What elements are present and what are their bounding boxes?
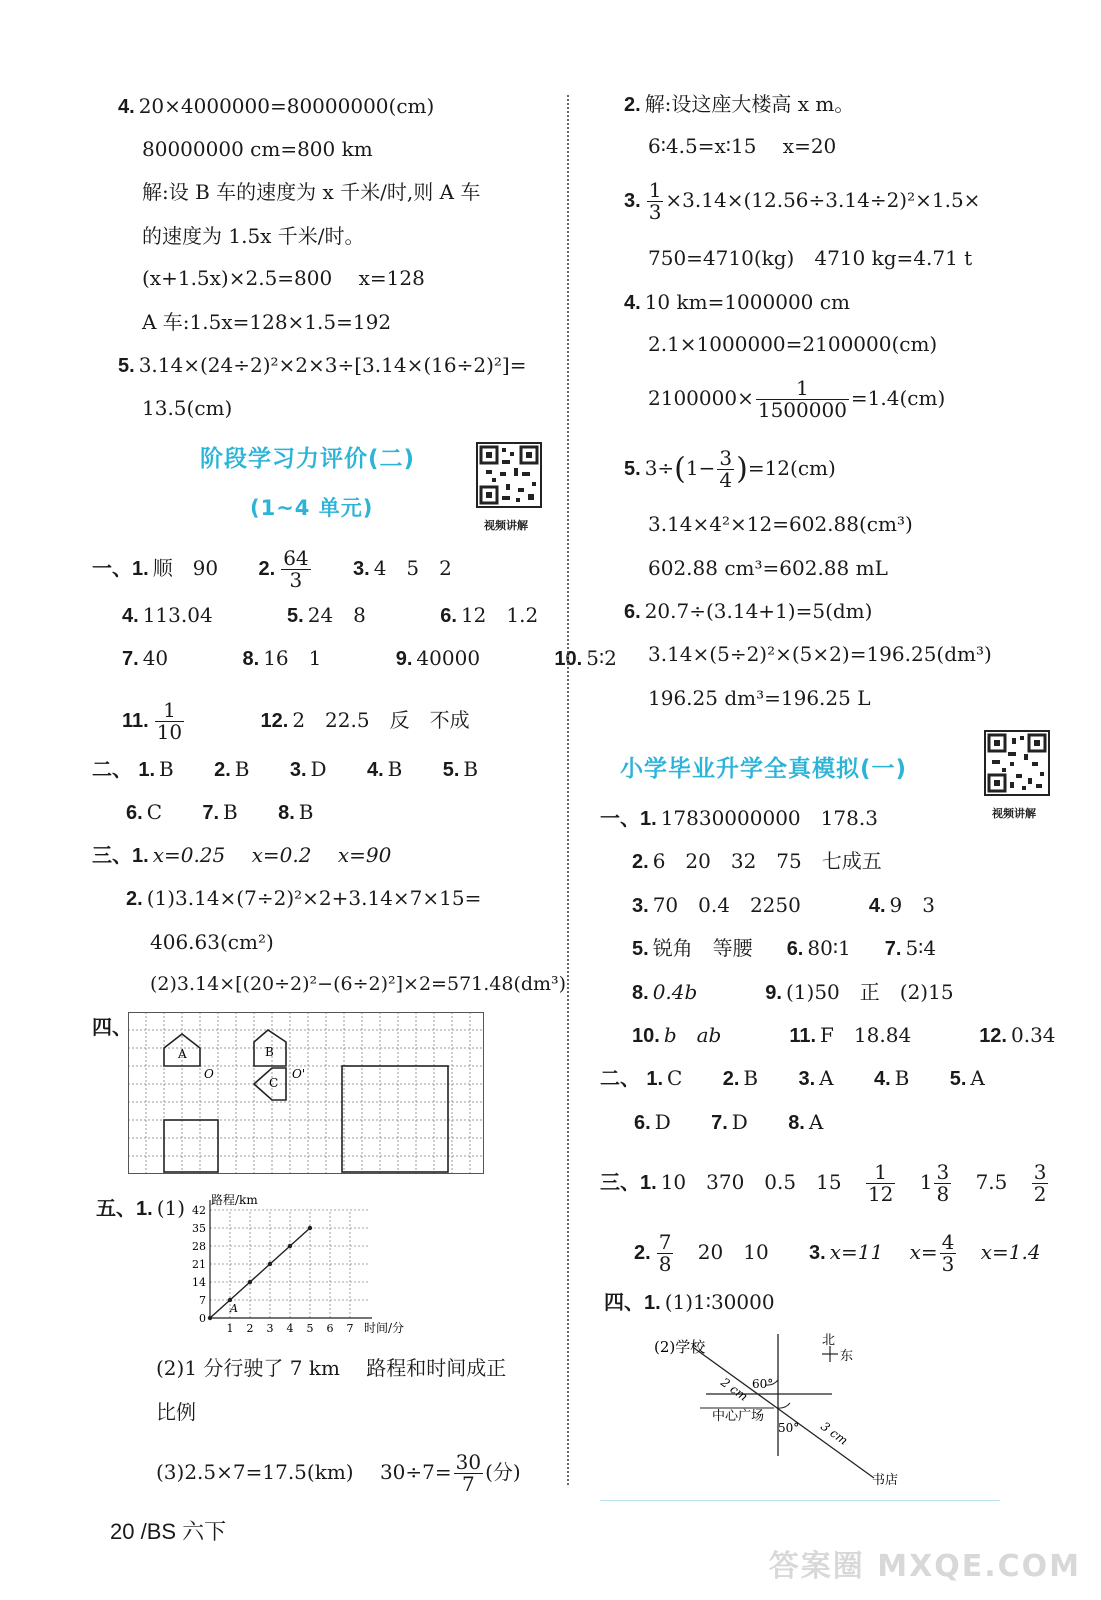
- chart-y-tick-label: 14: [192, 1276, 206, 1289]
- chart-x-tick-label: 3: [266, 1322, 274, 1335]
- left-q4-line6: A 车:1.5x=128×1.5=192: [142, 310, 392, 334]
- left-p5-row2: (2)1 分行驶了 7 km 路程和时间成正: [156, 1356, 507, 1380]
- left-q4-line5: (x+1.5x)×2.5=800 x=128: [142, 266, 425, 290]
- right-p1-row5: 8. 0.4b 9. (1)50 正 (2)15: [632, 980, 954, 1004]
- section-title-mock1: 小学毕业升学全真模拟(一): [620, 756, 908, 782]
- left-q4-line1: 4. 20×4000000=80000000(cm): [118, 94, 435, 118]
- fraction-1-10: $\frac{1}{10}$: [156, 698, 183, 744]
- compass-icon: [822, 1346, 838, 1362]
- qr-pattern-icon: [478, 444, 540, 506]
- map-dist-2cm: 2 cm: [718, 1375, 751, 1404]
- left-p3-row4: (2)3.14×[(20÷2)²−(6÷2)²]×2=571.48(dm³): [150, 973, 567, 995]
- grid-label-c: C: [269, 1076, 279, 1090]
- left-p3-row2: 2. (1)3.14×(7÷2)²×2+3.14×7×15=: [126, 886, 482, 910]
- right-p3-row1: 三、1. 10 370 0.5 15 $\frac{1}{12}$ 1 $\frac{3}{8}$ 7.5 $\frac{3}{2}$: [600, 1160, 1047, 1206]
- left-p2-row2: 6. C 7. B 8. B: [126, 800, 314, 824]
- right-p3-row2: 2. $\frac{7}{8}$ 20 10 3. x=11 x= $\frac{4}{3}$ x=1.4: [634, 1230, 1041, 1276]
- chart-y-tick-label: 7: [199, 1294, 206, 1307]
- right-q5-line1: 5. 3÷(1− $\frac{3}{4}$ )=12(cm): [624, 446, 836, 492]
- qr-pattern-icon: [986, 732, 1048, 794]
- right-p1-row2: 2. 6 20 32 75 七成五: [632, 849, 882, 873]
- right-q4-line1: 4. 10 km=1000000 cm: [624, 290, 850, 314]
- direction-map: [650, 1330, 920, 1490]
- chart-data-point: [288, 1244, 292, 1248]
- chart-data-point: [268, 1262, 272, 1266]
- left-p1-row2: 4. 113.04 5. 24 8 6. 12 1.2: [122, 603, 539, 627]
- qr-label-stage2: 视频讲解: [484, 519, 528, 532]
- right-p1-row1: 一、1. 17830000000 178.3: [600, 806, 878, 830]
- page-footer: 20 /BS 六下: [110, 1519, 227, 1544]
- left-p1-row1: 一、1. 顺 90 2. $\frac{64}{3}$ 3. 4 5 2: [92, 546, 452, 592]
- right-q5-line2: 3.14×4²×12=602.88(cm³): [648, 512, 913, 536]
- right-q4-line2: 2.1×1000000=2100000(cm): [648, 332, 938, 356]
- right-q5-line3: 602.88 cm³=602.88 mL: [648, 556, 888, 580]
- chart-y-tick-label: 35: [192, 1222, 206, 1235]
- map-east-label: 东: [840, 1349, 854, 1364]
- right-q2-line1: 2. 解:设这座大楼高 x m。: [624, 92, 855, 116]
- left-q4-line2: 80000000 cm=800 km: [142, 137, 373, 161]
- right-p1-row4: 5. 锐角 等腰 6. 80∶1 7. 5∶4: [632, 936, 937, 960]
- transformation-grid: [128, 1012, 488, 1176]
- chart-data-point: [308, 1226, 312, 1230]
- left-p2-row1: 二、 1. B 2. B 3. D 4. B 5. B: [92, 757, 479, 781]
- right-p2-row2: 6. D 7. D 8. A: [634, 1110, 824, 1134]
- fraction-64-3: $\frac{64}{3}$: [283, 546, 309, 592]
- column-divider: [567, 95, 569, 1485]
- chart-x-tick-label: 2: [246, 1322, 254, 1335]
- chart-data-point: [208, 1316, 212, 1320]
- chart-y-tick-label: 28: [192, 1240, 206, 1253]
- fraction-1-3-8: $\frac{3}{8}$: [936, 1160, 950, 1206]
- left-q4-line4: 的速度为 1.5x 千米/时。: [142, 224, 365, 248]
- right-p2-row1: 二、 1. C 2. B 3. A 4. B 5. A: [600, 1066, 985, 1090]
- chart-point-label-a: A: [230, 1302, 238, 1315]
- right-q6-line3: 196.25 dm³=196.25 L: [648, 686, 871, 710]
- left-p5-label: 五、1. (1): [96, 1196, 186, 1220]
- chart-data-point: [248, 1280, 252, 1284]
- square-small: [164, 1120, 218, 1172]
- chart-series-line: [210, 1228, 310, 1318]
- map-center-label: 中心广场: [712, 1409, 765, 1424]
- chart-x-tick-label: 1: [226, 1322, 234, 1335]
- right-p4-row1: 四、1. (1)1∶30000: [604, 1290, 775, 1314]
- left-p3-row1: 三、1. x=0.25 x=0.2 x=90: [92, 843, 392, 867]
- map-angle-60: 60°: [752, 1377, 774, 1391]
- footer-rule: [600, 1500, 1000, 1501]
- qr-code-mock1[interactable]: [984, 730, 1050, 796]
- chart-y-label: 路程/km: [211, 1193, 258, 1207]
- right-q6-line1: 6. 20.7÷(3.14+1)=5(dm): [624, 599, 873, 623]
- qr-code-stage2[interactable]: [476, 442, 542, 508]
- right-p1-row3: 3. 70 0.4 2250 4. 9 3: [632, 893, 935, 917]
- left-p3-row3: 406.63(cm²): [150, 930, 274, 954]
- fraction-3-4: $\frac{3}{4}$: [719, 446, 733, 492]
- chart-x-tick-label: 4: [286, 1322, 294, 1335]
- distance-time-chart: [180, 1192, 440, 1340]
- chart-y-tick-label: 42: [192, 1204, 206, 1217]
- fraction-30-7: $\frac{30}{7}$: [455, 1450, 482, 1496]
- watermark: 答案圈 MXQE.COM: [768, 1549, 1081, 1584]
- fraction-1-1500000: $\frac{1}{1500000}$: [757, 376, 847, 422]
- fraction-1-3: $\frac{1}{3}$: [648, 178, 662, 224]
- chart-x-tick-label: 5: [306, 1322, 314, 1335]
- grid-label-b: B: [265, 1045, 274, 1059]
- section-title-stage2: 阶段学习力评价(二): [200, 446, 416, 472]
- left-p5-row3: 比例: [156, 1400, 196, 1424]
- qr-label-mock1: 视频讲解: [992, 807, 1036, 820]
- left-p4-label: 四、: [92, 1015, 132, 1039]
- left-q5-line1: 5. 3.14×(24÷2)²×2×3÷[3.14×(16÷2)²]=: [118, 353, 527, 377]
- chart-y-tick-label: 0: [199, 1312, 206, 1325]
- left-p5-row4: (3)2.5×7=17.5(km) 30÷7= $\frac{30}{7}$ (分): [156, 1450, 521, 1496]
- map-dist-3cm: 3 cm: [818, 1419, 851, 1448]
- fraction-3-2: $\frac{3}{2}$: [1033, 1160, 1047, 1206]
- grid-label-a: A: [178, 1047, 187, 1061]
- right-q2-line2: 6∶4.5=x∶15 x=20: [648, 134, 837, 158]
- fraction-7-8: $\frac{7}{8}$: [658, 1230, 672, 1276]
- right-q4-line3: 2100000× $\frac{1}{1500000}$ =1.4(cm): [648, 376, 946, 422]
- map-shop-label: 书店: [872, 1473, 899, 1488]
- grid-label-o: O: [204, 1067, 214, 1081]
- chart-y-tick-label: 21: [192, 1258, 206, 1271]
- right-q6-line2: 3.14×(5÷2)²×(5×2)=196.25(dm³): [648, 642, 992, 666]
- right-p1-row6: 10. b ab 11. F 18.84 12. 0.34: [632, 1023, 1056, 1047]
- left-q5-line2: 13.5(cm): [142, 396, 233, 420]
- grid-label-o-prime: O': [292, 1067, 306, 1081]
- map-north-label: 北: [822, 1333, 836, 1348]
- chart-x-tick-label: 7: [346, 1322, 354, 1335]
- map-angle-50: 50°: [778, 1421, 800, 1435]
- left-p1-row3: 7. 40 8. 16 1 9. 40000 10. 5∶2: [122, 646, 617, 670]
- angle-arc-50: [778, 1403, 790, 1408]
- chart-x-tick-label: 6: [326, 1322, 334, 1335]
- fraction-4-3: $\frac{4}{3}$: [941, 1230, 955, 1276]
- section-subtitle-stage2: (1~4 单元): [250, 496, 374, 520]
- chart-x-label: 时间/分: [364, 1321, 405, 1335]
- fraction-1-12: $\frac{1}{12}$: [867, 1160, 894, 1206]
- map-school-label: (2)学校: [654, 1338, 706, 1356]
- left-p1-row4: 11. $\frac{1}{10}$ 12. 2 22.5 反 不成: [122, 698, 470, 744]
- left-q4-line3: 解:设 B 车的速度为 x 千米/时,则 A 车: [142, 180, 481, 204]
- right-q3-line2: 750=4710(kg) 4710 kg=4.71 t: [648, 246, 973, 270]
- right-q3-line1: 3. $\frac{1}{3}$ ×3.14×(12.56÷3.14÷2)²×1.5×: [624, 178, 981, 224]
